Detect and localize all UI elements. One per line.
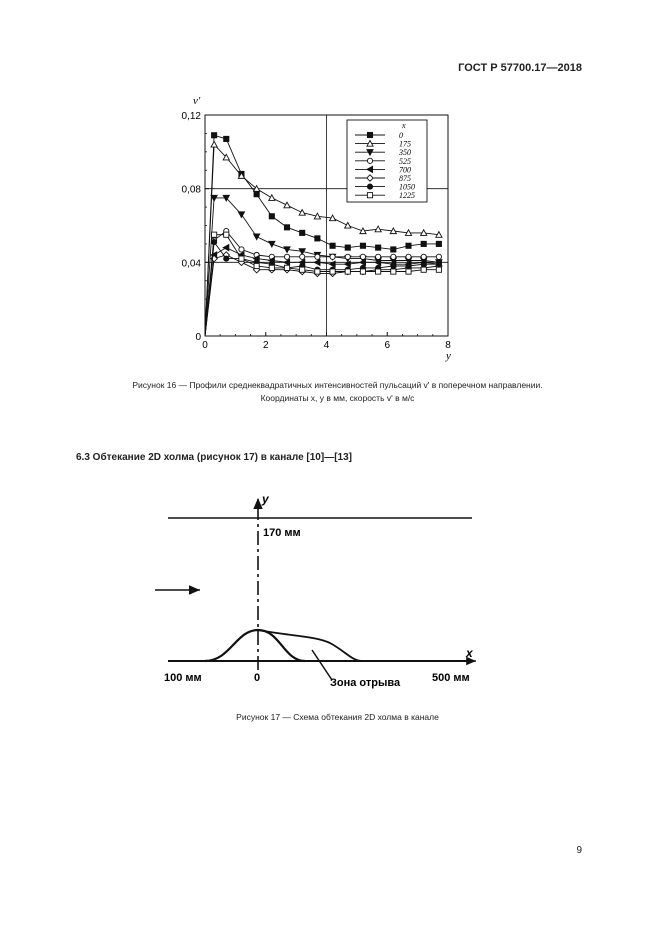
data-point bbox=[391, 263, 396, 268]
data-point bbox=[421, 241, 426, 246]
data-point bbox=[360, 254, 365, 259]
legend-title: x bbox=[402, 121, 406, 130]
data-point bbox=[284, 259, 290, 265]
legend-label: 1050 bbox=[399, 182, 415, 192]
data-point bbox=[367, 158, 372, 163]
data-point bbox=[367, 184, 372, 189]
data-point bbox=[254, 192, 259, 197]
data-point bbox=[239, 256, 244, 261]
y-tick-label: 0,04 bbox=[181, 258, 201, 270]
data-point bbox=[269, 195, 275, 201]
data-point bbox=[254, 234, 260, 240]
y-tick-label: 0,12 bbox=[181, 111, 201, 122]
legend-label: 0 bbox=[399, 131, 403, 140]
legend-label: 700 bbox=[399, 165, 411, 175]
data-point bbox=[211, 141, 217, 147]
data-point bbox=[315, 269, 320, 274]
data-point bbox=[391, 269, 396, 274]
data-point bbox=[345, 245, 350, 250]
data-point bbox=[284, 202, 290, 208]
x-tick-label: 4 bbox=[323, 340, 330, 351]
y-axis-label: v' bbox=[193, 95, 201, 107]
data-point bbox=[360, 269, 365, 274]
data-point bbox=[212, 239, 217, 244]
data-point bbox=[436, 241, 441, 246]
data-point bbox=[299, 210, 305, 216]
separation-zone-boundary bbox=[258, 630, 362, 661]
fig17-x-axis-label: x bbox=[466, 646, 473, 660]
downstream-length-label: 500 мм bbox=[432, 672, 470, 684]
data-point bbox=[269, 214, 274, 219]
data-point bbox=[360, 243, 365, 248]
data-point bbox=[406, 263, 411, 268]
x-tick-label: 8 bbox=[445, 340, 451, 351]
data-point bbox=[436, 254, 441, 259]
data-point bbox=[376, 254, 381, 259]
x-tick-label: 2 bbox=[262, 340, 269, 351]
page-number: 9 bbox=[576, 845, 582, 856]
data-point bbox=[238, 212, 244, 218]
data-point bbox=[300, 267, 305, 272]
data-point bbox=[284, 254, 289, 259]
data-point bbox=[284, 225, 289, 230]
separation-leader-line bbox=[312, 650, 332, 680]
x-tick-label: 0 bbox=[202, 340, 208, 351]
data-point bbox=[391, 247, 396, 252]
data-point bbox=[436, 267, 441, 272]
data-point bbox=[284, 265, 289, 270]
data-point bbox=[314, 259, 320, 265]
data-point bbox=[345, 269, 350, 274]
data-point bbox=[330, 243, 335, 248]
x-axis-label: y bbox=[446, 350, 451, 362]
data-point bbox=[421, 262, 426, 267]
section-heading: 6.3 Обтекание 2D холма (рисунок 17) в канале [10]—[13] bbox=[76, 452, 352, 463]
data-point bbox=[224, 136, 229, 141]
data-point bbox=[406, 243, 411, 248]
figure17-diagram bbox=[0, 480, 661, 710]
data-point bbox=[421, 267, 426, 272]
data-point bbox=[345, 222, 351, 228]
series-line bbox=[205, 255, 439, 336]
origin-label: 0 bbox=[254, 672, 261, 684]
separation-zone-label: Зона отрыва bbox=[330, 677, 401, 689]
data-point bbox=[367, 193, 372, 198]
data-point bbox=[212, 232, 217, 237]
data-point bbox=[406, 269, 411, 274]
data-point bbox=[315, 236, 320, 241]
chart-legend bbox=[347, 120, 427, 202]
y-tick-label: 0 bbox=[195, 332, 201, 343]
legend-label: 350 bbox=[399, 148, 411, 158]
legend-label: 1225 bbox=[399, 191, 415, 201]
data-point bbox=[421, 254, 426, 259]
data-point bbox=[300, 254, 305, 259]
legend-label: 875 bbox=[399, 174, 411, 183]
figure16-caption-line1: Рисунок 16 — Профили среднеквадратичных интенсивностей пульсаций v' в поперечном направлении. bbox=[132, 380, 543, 390]
legend-label: 175 bbox=[399, 139, 411, 149]
data-point bbox=[269, 265, 274, 270]
data-point bbox=[224, 256, 229, 261]
data-point bbox=[375, 226, 381, 232]
fig17-y-axis-label: y bbox=[262, 492, 269, 506]
document-header: ГОСТ Р 57700.17—2018 bbox=[458, 62, 582, 74]
figure16-caption-line2: Координаты x, y в мм, скорость v' в м/с bbox=[260, 393, 415, 403]
data-point bbox=[269, 241, 275, 247]
data-point bbox=[254, 263, 259, 268]
data-point bbox=[223, 245, 229, 251]
channel-height-label: 170 мм bbox=[263, 527, 301, 539]
data-point bbox=[330, 269, 335, 274]
data-point bbox=[315, 254, 320, 259]
data-point bbox=[212, 133, 217, 138]
data-point bbox=[367, 132, 372, 137]
x-tick-label: 6 bbox=[384, 340, 391, 351]
y-tick-label: 0,08 bbox=[181, 184, 201, 196]
figure16-chart bbox=[0, 0, 661, 380]
legend-label: 525 bbox=[399, 156, 411, 166]
data-point bbox=[391, 254, 396, 259]
figure17-caption: Рисунок 17 — Схема обтекания 2D холма в канале bbox=[236, 712, 439, 722]
upstream-length-label: 100 мм bbox=[164, 672, 202, 684]
data-point bbox=[436, 262, 441, 267]
data-point bbox=[239, 247, 244, 252]
data-point bbox=[224, 232, 229, 237]
data-point bbox=[376, 269, 381, 274]
data-point bbox=[406, 254, 411, 259]
data-point bbox=[376, 245, 381, 250]
data-point bbox=[300, 230, 305, 235]
data-point bbox=[345, 254, 350, 259]
data-point bbox=[330, 254, 335, 259]
series-line bbox=[205, 198, 439, 336]
